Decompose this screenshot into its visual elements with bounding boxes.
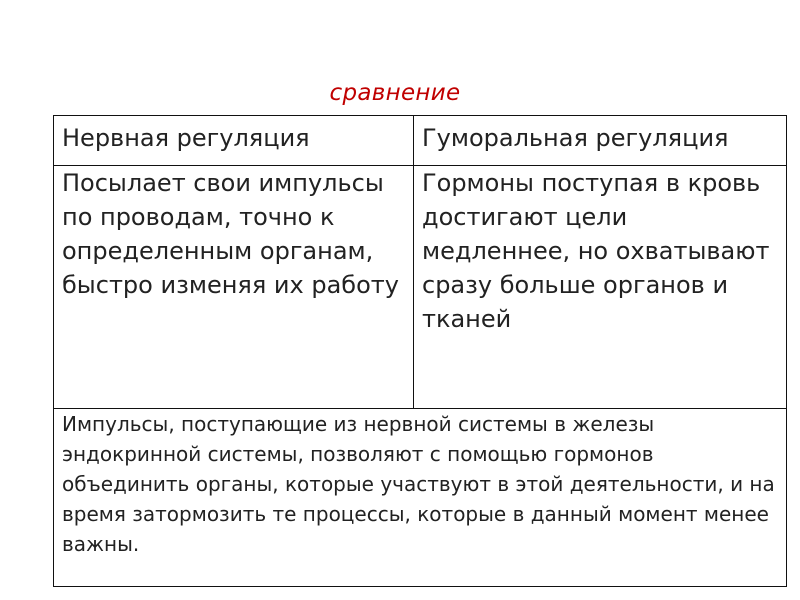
table-row <box>54 166 787 409</box>
table-footer-row <box>54 409 787 587</box>
comparison-table <box>53 115 787 587</box>
table-header-row <box>54 116 787 166</box>
header-nervous <box>54 116 414 166</box>
header-humoral <box>414 116 787 166</box>
header-nervous-label: Нервная регуляция <box>62 124 310 152</box>
footer-summary: Импульсы, поступающие из нервной системы в железы эндокринной системы, позволяют с помощью гормонов объединить органы, которые участвуют в этой деятельности, и на время затормозить те процессы, которые в данный момент менее важны. <box>54 409 787 587</box>
cell-nervous-description: Посылает свои импульсы по проводам, точно к определенным органам, быстро изменяя их работу <box>54 166 414 409</box>
cell-humoral-description: Гормоны поступая в кровь достигают цели медленнее, но охватывают сразу больше органов и тканей <box>414 166 787 409</box>
slide-title: сравнение <box>329 80 461 106</box>
header-humoral-label: Гуморальная регуляция <box>422 124 729 152</box>
